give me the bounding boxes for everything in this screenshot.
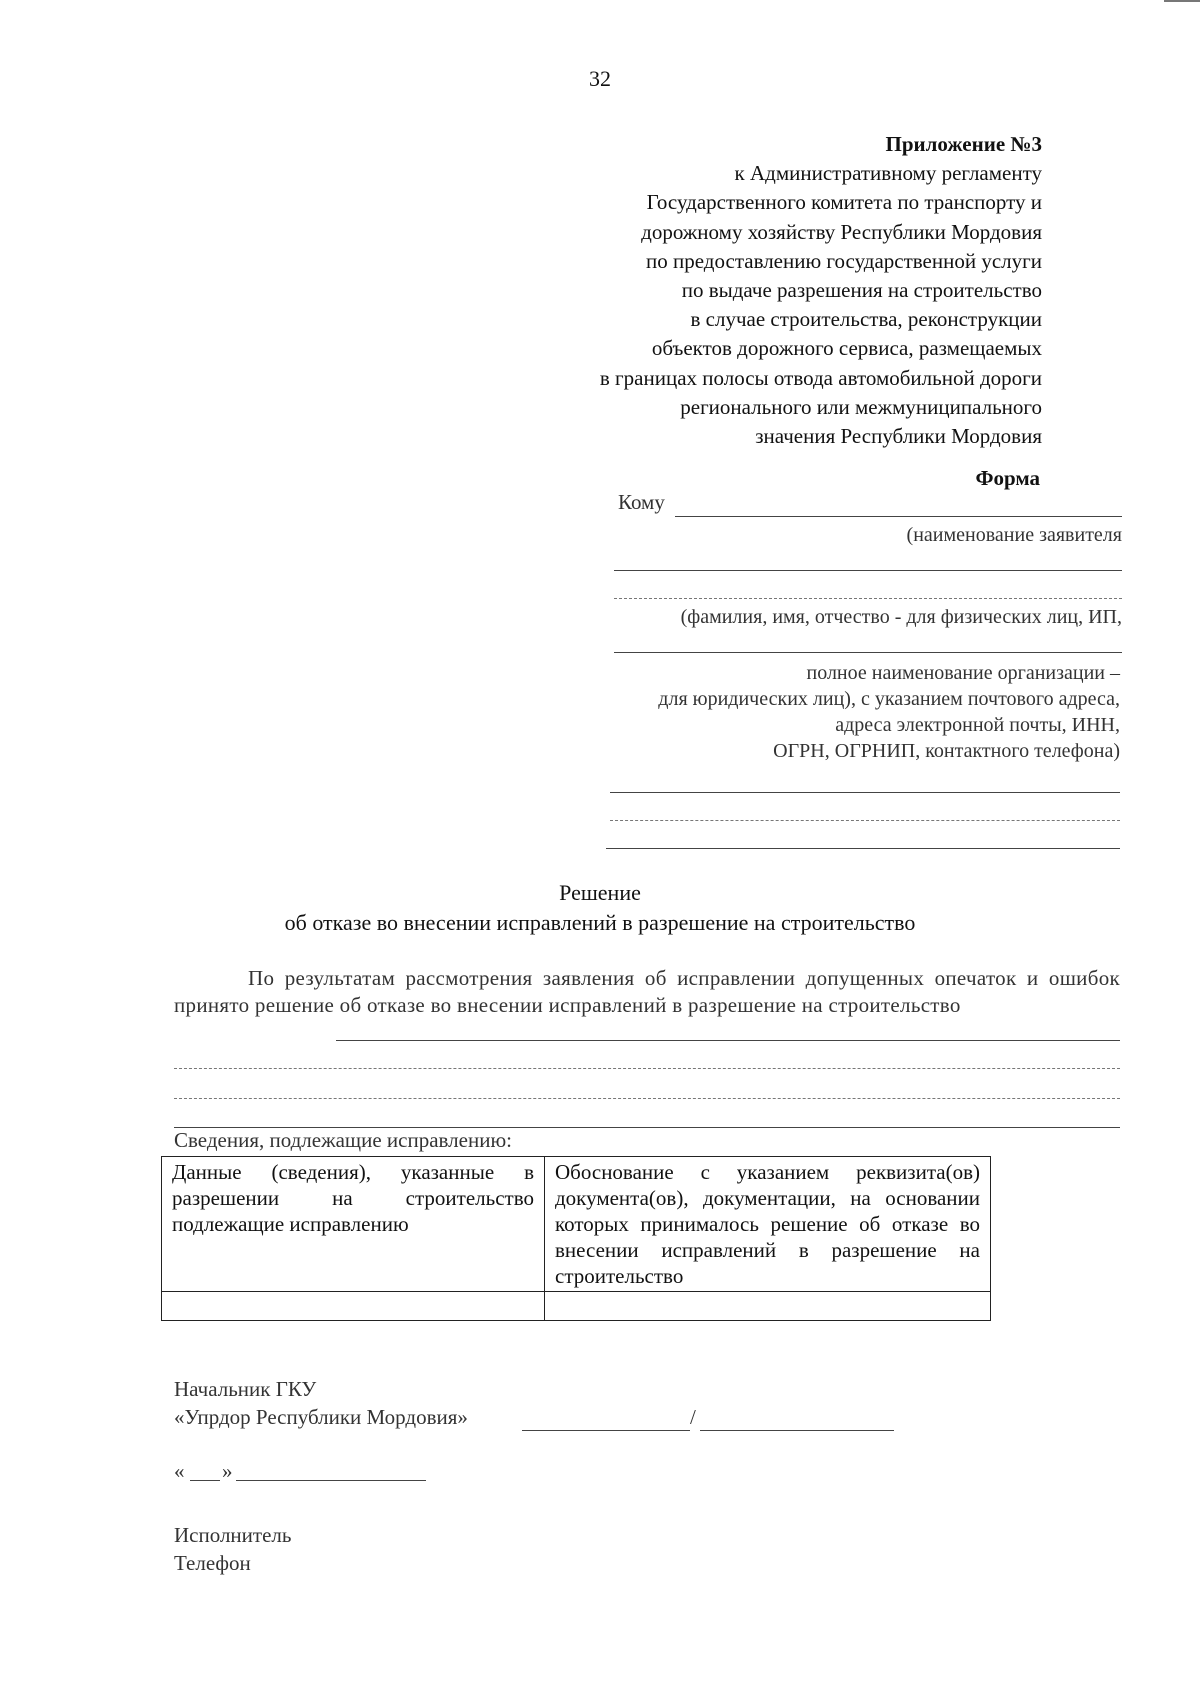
signature-position-line1: Начальник ГКУ [174, 1377, 317, 1401]
recipient-input-line[interactable] [614, 570, 1122, 571]
recipient-caption-person: (фамилия, имя, отчество - для физических лиц, ИП, [680, 606, 1122, 628]
recipient-input-line[interactable] [610, 820, 1120, 821]
recipient-caption-name: (наименование заявителя [906, 524, 1122, 546]
body-input-line[interactable] [174, 1098, 1120, 1099]
body-text: По результатам рассмотрения заявления об исправлении допущенных опечаток и ошибок принято решение об отказе во внесении исправлений в разрешение на строительство [174, 966, 1120, 1017]
appendix-line: по предоставлению государственной услуги [646, 248, 1042, 273]
table-header-justification: Обоснование с указанием реквизита(ов) документа(ов), документации, на основании которых принималось решение об отказе во внесении исправлений в разрешение на строительство [545, 1157, 991, 1292]
date-month-line[interactable] [236, 1480, 426, 1481]
body-input-line[interactable] [336, 1040, 1120, 1041]
decision-title: Решение [559, 880, 641, 905]
recipient-caption-line: полное наименование организации – [806, 662, 1120, 684]
recipient-caption-org [500, 660, 1120, 764]
page-number: 32 [589, 66, 611, 91]
table-row [162, 1292, 991, 1321]
recipient-caption-line: адреса электронной почты, ИНН, [835, 714, 1120, 736]
recipient-caption-line: ОГРН, ОГРНИП, контактного телефона) [773, 740, 1120, 762]
recipient-caption-line: для юридических лиц), с указанием почтового адреса, [658, 688, 1120, 710]
signature-name-line[interactable] [700, 1430, 894, 1431]
signature-position-line2: «Упрдор Республики Мордовия» [174, 1405, 468, 1429]
to-label: Кому [618, 490, 665, 514]
executor-label: Исполнитель [174, 1523, 292, 1547]
appendix-line: значения Республики Мордовия [755, 424, 1042, 449]
table-header-row [162, 1157, 991, 1292]
table-caption: Сведения, подлежащие исправлению: [174, 1128, 512, 1152]
appendix-line: регионального или межмуниципального [680, 394, 1042, 419]
corrections-table [161, 1156, 991, 1321]
date-day-line[interactable] [190, 1480, 220, 1481]
appendix-line: Государственного комитета по транспорту и [646, 190, 1042, 215]
table-cell-data[interactable] [162, 1292, 545, 1321]
signature-slash: / [690, 1405, 696, 1429]
appendix-line: к Административному регламенту [734, 161, 1042, 186]
recipient-input-line[interactable] [606, 848, 1120, 849]
body-paragraph [174, 965, 1120, 1019]
phone-label: Телефон [174, 1551, 251, 1575]
recipient-input-line[interactable] [614, 598, 1122, 599]
date-open-quote: « [174, 1459, 185, 1483]
appendix-line: объектов дорожного сервиса, размещаемых [651, 336, 1042, 361]
table-header-data: Данные (сведения), указанные в разрешении на строительство подлежащие исправлению [162, 1157, 545, 1292]
appendix-line: дорожному хозяйству Республики Мордовия [641, 219, 1042, 244]
body-input-line[interactable] [174, 1068, 1120, 1069]
appendix-title: Приложение №3 [885, 132, 1042, 156]
recipient-input-line[interactable] [614, 652, 1122, 653]
recipient-input-line[interactable] [610, 792, 1120, 793]
table-cell-justification[interactable] [545, 1292, 991, 1321]
appendix-line: по выдаче разрешения на строительство [681, 278, 1042, 303]
appendix-line: в случае строительства, реконструкции [690, 307, 1042, 332]
appendix-block [482, 130, 1042, 451]
signature-input-line[interactable] [522, 1430, 690, 1431]
form-label: Форма [975, 466, 1040, 490]
decision-subtitle: об отказе во внесении исправлений в разрешение на строительство [284, 910, 916, 935]
recipient-input-line[interactable] [675, 516, 1122, 517]
date-close-quote: » [222, 1459, 233, 1483]
scan-edge-mark [1164, 0, 1200, 2]
appendix-line: в границах полосы отвода автомобильной дороги [599, 365, 1042, 390]
